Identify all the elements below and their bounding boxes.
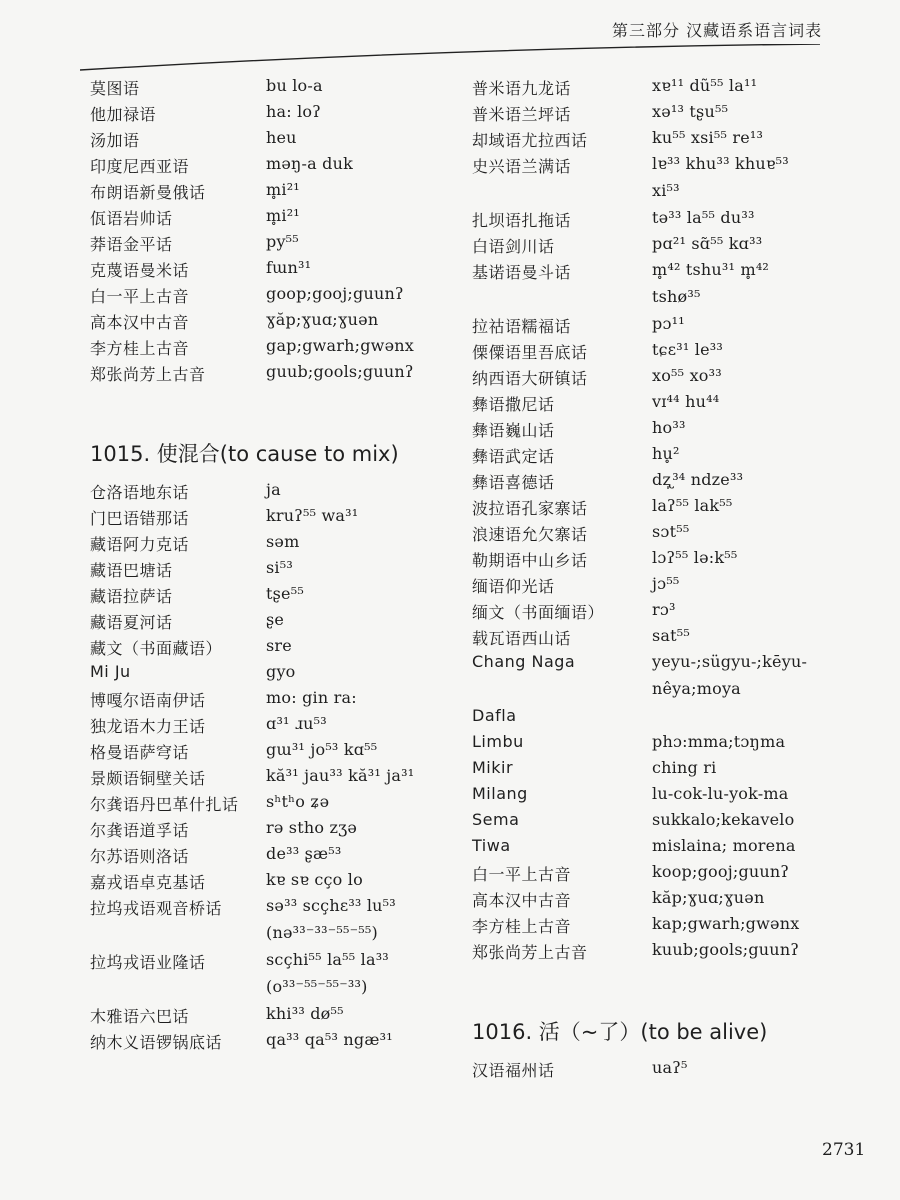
word-form: sʰtʰo ʑə (266, 792, 330, 811)
word-form: m̥i²¹ (266, 206, 300, 225)
word-form: yeyu-;sügyu-;kēyu- (652, 652, 808, 671)
word-form: kăp;ɣuɑ;ɣuən (652, 888, 765, 907)
entry-row (90, 284, 440, 310)
entry-row (472, 444, 872, 470)
entry-row (472, 154, 872, 208)
language-name: 木雅语六巴话 (90, 1007, 190, 1026)
language-name: Sema (472, 810, 520, 829)
language-name: 尔苏语则洛话 (90, 847, 190, 866)
entry-row (472, 914, 872, 940)
entry-row (472, 102, 872, 128)
entry-row (472, 76, 872, 102)
word-form: ku⁵⁵ xsi⁵⁵ re¹³ (652, 128, 764, 147)
entry-row (90, 336, 440, 362)
entry-row (472, 784, 872, 810)
word-form: tɕɛ³¹ le³³ (652, 340, 724, 359)
entry-row (90, 154, 440, 180)
word-form-continuation: tshø³⁵ (652, 287, 701, 306)
language-name: 拉坞戎语观音桥话 (90, 899, 223, 918)
language-name: 扎坝语扎拖话 (472, 211, 572, 230)
entry-row (472, 470, 872, 496)
word-form: tʂe⁵⁵ (266, 584, 304, 603)
entry-row (90, 180, 440, 206)
language-name: 佤语岩帅话 (90, 209, 173, 228)
language-name: 纳木义语锣锅底话 (90, 1033, 223, 1052)
word-form: kuub;gools;guunʔ (652, 940, 800, 959)
language-name: 仓洛语地东话 (90, 483, 190, 502)
entry-row (90, 636, 440, 662)
entry-list-1016 (472, 1058, 872, 1084)
language-name: 白一平上古音 (90, 287, 190, 306)
language-name: 嘉戎语卓克基话 (90, 873, 206, 892)
word-form: mislaina; morena (652, 836, 796, 855)
left-column (90, 76, 440, 1056)
language-name: 李方桂上古音 (90, 339, 190, 358)
word-form: xə¹³ tʂu⁵⁵ (652, 102, 729, 121)
word-form: lɔʔ⁵⁵ lə:k⁵⁵ (652, 548, 738, 567)
language-name: Milang (472, 784, 528, 803)
language-name: 纳西语大研镇话 (472, 369, 588, 388)
entry-row (90, 1030, 440, 1056)
entry-row (90, 1004, 440, 1030)
language-name: Tiwa (472, 836, 511, 855)
word-form: m̥i²¹ (266, 180, 300, 199)
language-name: Mikir (472, 758, 514, 777)
language-name: 史兴语兰满话 (472, 157, 572, 176)
entry-row (472, 366, 872, 392)
word-form: vɪ⁴⁴ hu⁴⁴ (652, 392, 720, 411)
word-form: sɔt⁵⁵ (652, 522, 690, 541)
entry-row (472, 758, 872, 784)
entry-row (472, 1058, 872, 1084)
language-name: 郑张尚芳上古音 (90, 365, 206, 384)
language-name: 缅文（书面缅语） (472, 603, 605, 622)
word-form: m̥⁴² tshu³¹ m̥⁴² (652, 260, 770, 279)
language-name: 莫图语 (90, 79, 140, 98)
word-form-continuation: (o³³⁻⁵⁵⁻⁵⁵⁻³³) (266, 977, 368, 996)
language-name: Limbu (472, 732, 524, 751)
language-name: 尔龚语道孚话 (90, 821, 190, 840)
language-name: 彝语撒尼话 (472, 395, 555, 414)
entry-row (472, 940, 872, 966)
entry-row (472, 574, 872, 600)
word-form: si⁵³ (266, 558, 293, 577)
language-name: 独龙语木力王话 (90, 717, 206, 736)
language-name: 藏语巴塘话 (90, 561, 173, 580)
entry-row (472, 208, 872, 234)
language-name: 高本汉中古音 (472, 891, 572, 910)
entry-row (472, 732, 872, 758)
header-rule (80, 44, 820, 74)
word-form: ɣăp;ɣuɑ;ɣuən (266, 310, 379, 329)
word-form: kap;gwarh;gwənx (652, 914, 800, 933)
entry-row (472, 496, 872, 522)
entry-row (90, 792, 440, 818)
word-form: sukkalo;kekavelo (652, 810, 795, 829)
entry-list-1015-cont (472, 76, 872, 966)
word-form: gyo (266, 662, 296, 681)
word-form: kɐ sɐ cço lo (266, 870, 363, 889)
language-name: 郑张尚芳上古音 (472, 943, 588, 962)
language-name: 拉祜语糯福话 (472, 317, 572, 336)
entry-row (90, 662, 440, 688)
language-name: 缅语仰光话 (472, 577, 555, 596)
language-name: 印度尼西亚语 (90, 157, 190, 176)
entry-row (90, 506, 440, 532)
word-form: scçhi⁵⁵ la⁵⁵ la³³ (266, 950, 389, 969)
language-name: 藏语阿力克话 (90, 535, 190, 554)
entry-row (472, 706, 872, 732)
language-name: 白一平上古音 (472, 865, 572, 884)
entry-row (90, 258, 440, 284)
language-name: 普米语九龙话 (472, 79, 572, 98)
word-form: ʂe (266, 610, 285, 629)
word-form: mo: gin ra: (266, 688, 357, 707)
entry-row (90, 688, 440, 714)
word-form: pɔ¹¹ (652, 314, 685, 333)
language-name: 尔龚语丹巴革什扎话 (90, 795, 239, 814)
word-form: fɯn³¹ (266, 258, 312, 277)
entry-row (472, 260, 872, 314)
language-name: 汉语福州话 (472, 1061, 555, 1080)
word-form: gap;gwarh;gwənx (266, 336, 414, 355)
entry-row (90, 870, 440, 896)
word-form: xo⁵⁵ xo³³ (652, 366, 722, 385)
word-form: khi³³ dø⁵⁵ (266, 1004, 344, 1023)
entry-row (90, 950, 440, 1004)
word-form: məŋ-a duk (266, 154, 354, 173)
language-name: 浪速语允欠寨话 (472, 525, 588, 544)
entry-row (472, 522, 872, 548)
entry-row (472, 234, 872, 260)
entry-row (90, 714, 440, 740)
word-form: sə³³ scçhɛ³³ lu⁵³ (266, 896, 396, 915)
word-form: phɔ:mma;tɔŋma (652, 732, 786, 751)
language-name: 莽语金平话 (90, 235, 173, 254)
word-form: xɐ¹¹ dũ⁵⁵ la¹¹ (652, 76, 758, 95)
entry-row (90, 362, 440, 388)
entry-row (472, 314, 872, 340)
right-column (472, 76, 872, 1084)
entry-row (90, 232, 440, 258)
word-form: ching ri (652, 758, 717, 777)
word-form: uaʔ⁵ (652, 1058, 688, 1077)
language-name: Dafla (472, 706, 517, 725)
language-name: 傈僳语里吾底话 (472, 343, 588, 362)
entry-row (472, 392, 872, 418)
language-name: 却域语尤拉西话 (472, 131, 588, 150)
entry-row (472, 340, 872, 366)
word-form: rɔ³ (652, 600, 676, 619)
entry-row (472, 836, 872, 862)
entry-row (472, 600, 872, 626)
entry-row (90, 896, 440, 950)
language-name: 藏文（书面藏语） (90, 639, 223, 658)
word-form: pɑ²¹ sɑ̃⁵⁵ kɑ³³ (652, 234, 763, 253)
entry-list-1015 (90, 480, 440, 1056)
language-name: 藏语夏河话 (90, 613, 173, 632)
word-form: ɑ³¹ ɹu⁵³ (266, 714, 327, 733)
language-name: 布朗语新曼俄话 (90, 183, 206, 202)
entry-row (472, 652, 872, 706)
word-form: heu (266, 128, 297, 147)
entry-row (90, 558, 440, 584)
language-name: 白语剑川话 (472, 237, 555, 256)
word-form: goop;gooj;guunʔ (266, 284, 404, 303)
word-form-continuation: nêya;moya (652, 679, 741, 698)
language-name: 拉坞戎语业隆话 (90, 953, 206, 972)
entry-row (90, 584, 440, 610)
word-form: py⁵⁵ (266, 232, 299, 251)
entry-row (472, 888, 872, 914)
language-name: 彝语巍山话 (472, 421, 555, 440)
entry-row (472, 862, 872, 888)
word-form-continuation: (nə³³⁻³³⁻⁵⁵⁻⁵⁵) (266, 923, 378, 942)
language-name: 他加禄语 (90, 105, 157, 124)
entry-row (90, 766, 440, 792)
word-form: kă³¹ jau³³ kă³¹ ja³¹ (266, 766, 415, 785)
entry-row (90, 818, 440, 844)
running-header: 第三部分 汉藏语系语言词表 (612, 21, 823, 40)
page-number: 2731 (822, 1140, 866, 1160)
word-form: kruʔ⁵⁵ wa³¹ (266, 506, 359, 525)
language-name: 基诺语曼斗话 (472, 263, 572, 282)
language-name: 博嘎尔语南伊话 (90, 691, 206, 710)
entry-row (90, 102, 440, 128)
language-name: 李方桂上古音 (472, 917, 572, 936)
word-form: jɔ⁵⁵ (652, 574, 680, 593)
word-form: səm (266, 532, 300, 551)
entry-row (90, 310, 440, 336)
language-name: 汤加语 (90, 131, 140, 150)
word-form: de³³ ʂæ⁵³ (266, 844, 342, 863)
language-name: 克蔑语曼米话 (90, 261, 190, 280)
entry-row (90, 844, 440, 870)
word-form: laʔ⁵⁵ lak⁵⁵ (652, 496, 733, 515)
section-heading-1015: 1015. 使混合(to cause to mix) (90, 442, 399, 466)
entry-row (90, 480, 440, 506)
entry-row (472, 626, 872, 652)
language-name: 波拉语孔家寨话 (472, 499, 588, 518)
word-form: bu lo-a (266, 76, 323, 95)
word-form: ho³³ (652, 418, 686, 437)
language-name: Mi Ju (90, 662, 131, 681)
entry-row (472, 810, 872, 836)
entry-row (90, 76, 440, 102)
entry-row (472, 418, 872, 444)
language-name: 普米语兰坪话 (472, 105, 572, 124)
language-name: 格曼语萨穹话 (90, 743, 190, 762)
word-form: lu-cok-lu-yok-ma (652, 784, 789, 803)
section-heading-1016: 1016. 活（~了）(to be alive) (472, 1020, 768, 1044)
word-form: lɐ³³ khu³³ khuɐ⁵³ (652, 154, 789, 173)
word-form: sat⁵⁵ (652, 626, 691, 645)
word-form: koop;gooj;guunʔ (652, 862, 790, 881)
word-form: gɯ³¹ jo⁵³ kɑ⁵⁵ (266, 740, 378, 759)
language-name: 景颇语铜壁关话 (90, 769, 206, 788)
entry-row (90, 610, 440, 636)
entry-row (472, 548, 872, 574)
word-form: tə³³ la⁵⁵ du³³ (652, 208, 755, 227)
word-form: dʐ̩³⁴ ndze³³ (652, 470, 744, 489)
word-form: rə stho zʒə (266, 818, 357, 837)
word-form: ja (266, 480, 281, 499)
language-name: 载瓦语西山话 (472, 629, 572, 648)
word-form: ha: loʔ (266, 102, 322, 121)
word-form: hu̥² (652, 444, 680, 463)
language-name: 彝语武定话 (472, 447, 555, 466)
entry-row (90, 532, 440, 558)
word-form: sre (266, 636, 292, 655)
language-name: 彝语喜德话 (472, 473, 555, 492)
language-name: 勒期语中山乡话 (472, 551, 588, 570)
word-form-continuation: xi⁵³ (652, 181, 680, 200)
language-name: 藏语拉萨话 (90, 587, 173, 606)
entry-row (90, 206, 440, 232)
language-name: Chang Naga (472, 652, 576, 671)
word-form: guub;gools;guunʔ (266, 362, 414, 381)
entry-row (472, 128, 872, 154)
entry-list-1014-tail (90, 76, 440, 388)
entry-row (90, 740, 440, 766)
language-name: 高本汉中古音 (90, 313, 190, 332)
word-form: qa³³ qa⁵³ ngæ³¹ (266, 1030, 393, 1049)
language-name: 门巴语错那话 (90, 509, 190, 528)
entry-row (90, 128, 440, 154)
